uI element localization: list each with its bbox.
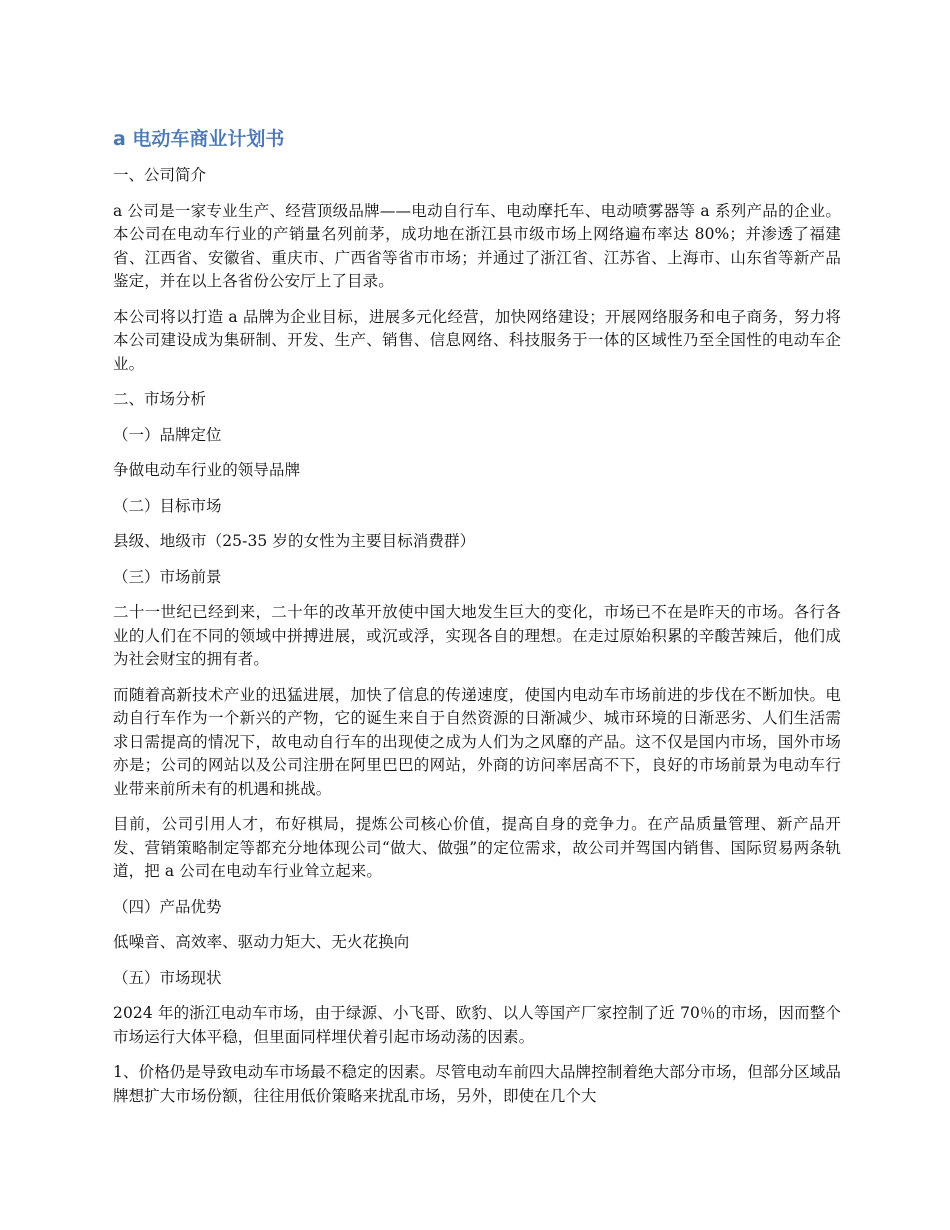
paragraph-price-factor: 1、价格仍是导致电动车市场最不稳定的因素。尽管电动车前四大品牌控制着绝大部分市场，但部分区域品牌想扩大市场份额，往往用低价策略来扰乱市场，另外，即使在几个大	[113, 1063, 841, 1105]
subheading-brand-positioning: （一）品牌定位	[113, 425, 222, 444]
document-title: a 电动车商业计划书	[113, 128, 285, 150]
paragraph-prospect-3: 目前，公司引用人才，布好棋局，提炼公司核心价值，提高自身的竞争力。在产品质量管理、新产品开发、营销策略制定等都充分地体现公司“做大、做强”的定位需求，故公司并驾国内销售、国际贸易两条轨道，把 a 公司在电动车行业耸立起来。	[113, 815, 841, 880]
subheading-market-status: （五）市场现状	[113, 968, 222, 987]
paragraph-product-advantage: 低噪音、高效率、驱动力矩大、无火花换向	[113, 933, 410, 951]
document-page	[113, 126, 841, 1120]
paragraph-prospect-1: 二十一世纪已经到来，二十年的改革开放使中国大地发生巨大的变化，市场已不在是昨天的市场。各行各业的人们在不同的领域中拼搏进展，或沉或浮，实现各自的理想。在走过原始积累的辛酸苦辣后，他们成为社会财宝的拥有者。	[113, 603, 841, 668]
subheading-market-prospect: （三）市场前景	[113, 567, 222, 586]
paragraph-company-goal: 本公司将以打造 a 品牌为企业目标，进展多元化经营，加快网络建设；开展网络服务和电子商务，努力将本公司建设成为集研制、开发、生产、销售、信息网络、科技服务于一体的区域性乃至全国性的电动车企业。	[113, 307, 841, 373]
subheading-product-advantage: （四）产品优势	[113, 897, 222, 916]
section-heading-market: 二、市场分析	[113, 390, 207, 408]
paragraph-brand-positioning: 争做电动车行业的领导品牌	[113, 461, 301, 479]
subheading-target-market: （二）目标市场	[113, 496, 222, 515]
paragraph-target-market: 县级、地级市（25-35 岁的女性为主要目标消费群）	[113, 532, 476, 550]
section-heading-company: 一、公司简介	[113, 166, 207, 184]
paragraph-market-status: 2024 年的浙江电动车市场，由于绿源、小飞哥、欧豹、以人等国产厂家控制了近 70％的市场，因而整个市场运行大体平稳，但里面同样埋伏着引起市场动荡的因素。	[113, 1004, 841, 1046]
paragraph-company-intro: a 公司是一家专业生产、经营顶级品牌——电动自行车、电动摩托车、电动喷雾器等 a 系列产品的企业。本公司在电动车行业的产销量名列前茅，成功地在浙江县市级市场上网络遍布率达 80%；并渗透了福建省、江西省、安徽省、重庆市、广西省等省市市场；并通过了浙江省、江苏省、上海市、山东省等新产品鉴定，并在以上各省份公安厅上了目录。	[113, 201, 841, 290]
paragraph-prospect-2: 而随着高新技术产业的迅猛进展，加快了信息的传递速度，使国内电动车市场前进的步伐在不断加快。电动自行车作为一个新兴的产物，它的诞生来自于自然资源的日渐减少、城市环境的日渐恶劣、人们生活需求日需提高的情况下，故电动自行车的出现使之成为人们为之风靡的产品。这不仅是国内市场，国外市场亦是；公司的网站以及公司注册在阿里巴巴的网站，外商的访问率居高不下，良好的市场前景为电动车行业带来前所未有的机遇和挑战。	[113, 685, 841, 798]
